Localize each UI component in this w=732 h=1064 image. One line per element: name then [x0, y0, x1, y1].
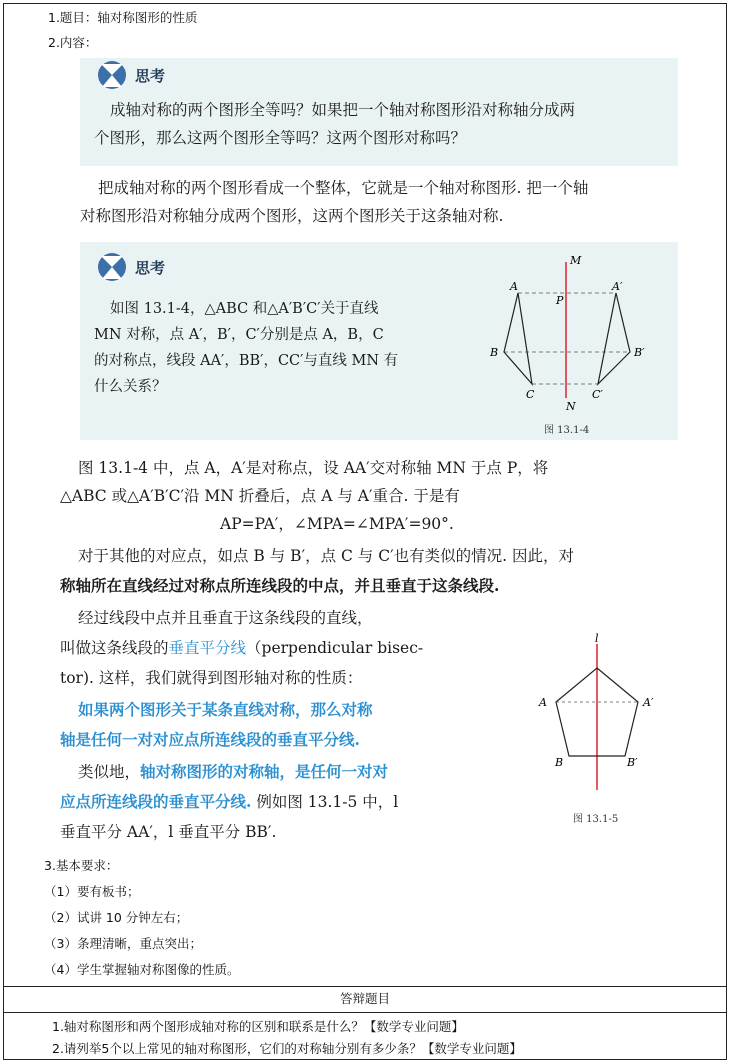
para2-line-1: 图 13.1-4 中，点 A，A′是对称点，设 AA′交对称轴 MN 于点 P，将 — [78, 459, 549, 477]
figure-13-1-4 — [480, 250, 670, 440]
think-heading-1 — [95, 60, 165, 90]
para4-line-8: 垂直平分 AA′，l 垂直平分 BB′. — [60, 823, 277, 841]
para4-line-3: tor). 这样，我们就得到图形轴对称的性质： — [60, 669, 363, 687]
label-m: M — [570, 254, 582, 267]
label-b: B — [490, 346, 499, 359]
figure-13-1-5-caption: 图 13.1-5 — [573, 814, 619, 825]
label-a-prime-fig5: A′ — [643, 696, 654, 709]
requirement-item: （4）学生掌握轴对称图像的性质。 — [44, 962, 240, 977]
divider — [3, 986, 727, 987]
think-icon — [95, 60, 129, 90]
property-line-1: 如果两个图形关于某条直线对称，那么对称 — [78, 700, 373, 719]
para4-line-7: 应点所连线段的垂直平分线. 例如图 13.1-5 中，l — [60, 792, 399, 811]
para4-line-6: 类似地，轴对称图形的对称轴，是任何一对对 — [78, 762, 389, 781]
defense-question-1: 1.轴对称图形和两个图形成轴对称的区别和联系是什么？【数学专业问题】 — [52, 1019, 464, 1034]
label-l: l — [595, 632, 599, 645]
term-perpendicular-bisector: 垂直平分线 — [168, 639, 247, 657]
think-title-2: 思考 — [135, 258, 166, 277]
label-c: C — [526, 388, 535, 401]
label-c-prime: C′ — [592, 388, 603, 401]
topic-line: 1.题目：轴对称图形的性质 — [48, 10, 198, 25]
think-title-1: 思考 — [135, 66, 166, 85]
label-p: P — [556, 294, 564, 307]
think-icon — [95, 252, 129, 282]
label-n: N — [566, 400, 576, 413]
defense-question-2: 2.请列举5个以上常见的轴对称图形，它们的对称轴分别有多少条？【数学专业问题】 — [52, 1041, 522, 1056]
think-heading-2 — [95, 252, 165, 282]
requirement-item: （3）条理清晰，重点突出； — [44, 936, 202, 951]
label-b-prime: B′ — [634, 346, 645, 359]
think2-line-3: 的对称点，线段 AA′，BB′，CC′与直线 MN 有 — [94, 353, 399, 369]
think2-line-2: MN 对称，点 A′，B′，C′分别是点 A，B，C — [94, 327, 384, 343]
triangle-a1b1c1 — [598, 293, 630, 384]
think1-line-1: 成轴对称的两个图形全等吗？如果把一个轴对称图形沿对称轴分成两 — [110, 101, 576, 119]
defense-title: 答辩题目 — [339, 991, 390, 1006]
label-a-prime: A′ — [612, 280, 623, 293]
property-line-2: 轴是任何一对对应点所连线段的垂直平分线. — [60, 730, 360, 749]
figure-13-1-4-caption: 图 13.1-4 — [544, 425, 590, 436]
requirement-item: （2）试讲 10 分钟左右； — [44, 910, 189, 925]
think2-line-1: 如图 13.1-4，△ABC 和△A′B′C′关于直线 — [110, 301, 379, 317]
para4-line-2: 叫做这条线段的垂直平分线（perpendicular bisec- — [60, 639, 424, 657]
label-a: A — [510, 280, 518, 293]
label-b-prime-fig5: B′ — [627, 756, 638, 769]
para1-line-1: 把成轴对称的两个图形看成一个整体，它就是一个轴对称图形. 把一个轴 — [98, 179, 589, 197]
label-a-fig5: A — [539, 696, 547, 709]
label-b-fig5: B — [555, 756, 564, 769]
para3-line-2: 称轴所在直线经过对称点所连线段的中点，并且垂直于这条线段. — [60, 576, 500, 595]
content-label: 2.内容： — [48, 35, 98, 50]
requirement-item: （1）要有板书； — [44, 884, 140, 899]
figure-13-1-5 — [525, 632, 675, 832]
para2-line-2: △ABC 或△A′B′C′沿 MN 折叠后，点 A 与 A′重合. 于是有 — [60, 487, 460, 505]
think1-line-2: 个图形，那么这两个图形全等吗？这两个图形对称吗？ — [94, 129, 467, 147]
para4-line-1: 经过线段中点并且垂直于这条线段的直线， — [78, 609, 373, 627]
para3-line-1: 对于其他的对应点，如点 B 与 B′，点 C 与 C′也有类似的情况. 因此，对 — [78, 547, 574, 565]
triangle-abc — [504, 293, 532, 384]
divider — [3, 1012, 727, 1013]
formula: AP=PA′，∠MPA=∠MPA′=90°. — [220, 515, 454, 533]
think2-line-4: 什么关系？ — [94, 379, 167, 395]
para1-line-2: 对称图形沿对称轴分成两个图形，这两个图形关于这条轴对称. — [80, 207, 504, 225]
requirements-title: 3.基本要求： — [44, 858, 119, 873]
